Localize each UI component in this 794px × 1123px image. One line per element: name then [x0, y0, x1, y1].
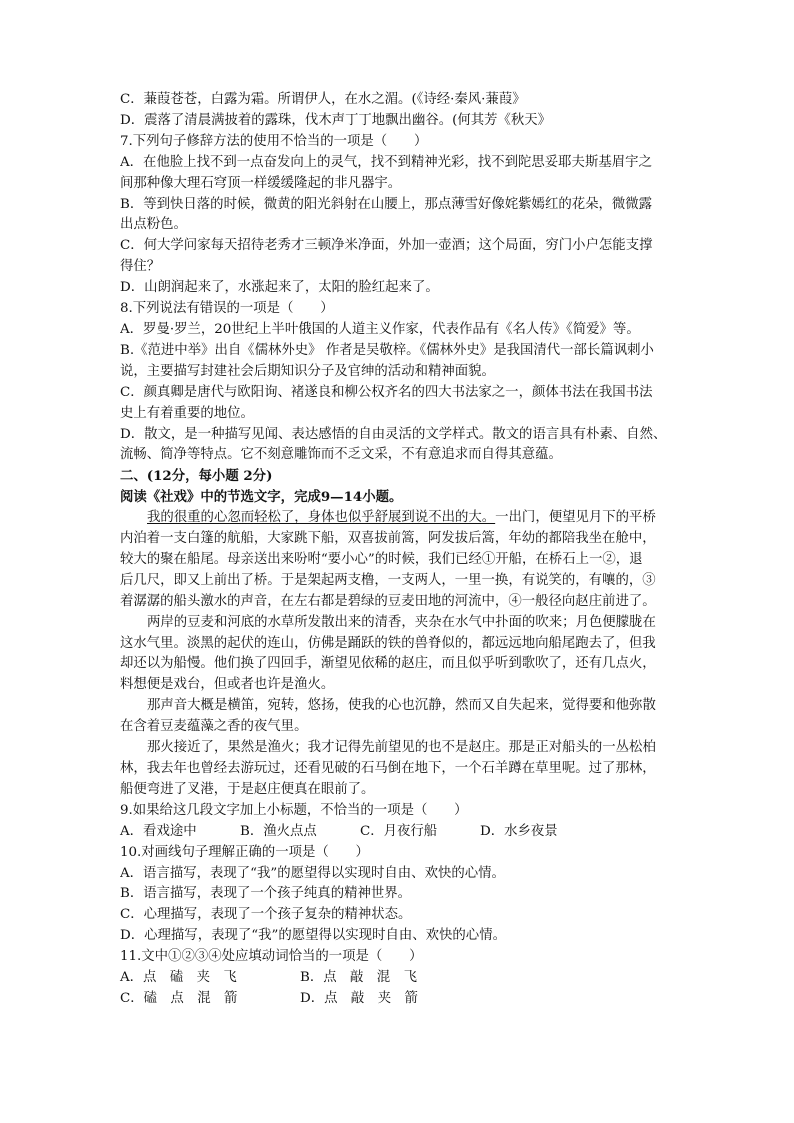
passage-line: 着潺潺的船头激水的声音，在左右都是碧绿的豆麦田地的河流中，④一般径向赵庄前进了。: [120, 593, 656, 609]
reading-passage: [120, 508, 680, 801]
passage-line: 后几尺，即又上前出了桥。于是架起两支橹，一支两人，一里一换，有说笑的，有嚷的，③: [120, 572, 656, 588]
section-heading: 二、(12分，每小题 2分): [120, 468, 273, 485]
option-d: D．点 敲 夹 箭: [300, 990, 418, 1006]
option-line: 说，主要描写封建社会后期知识分子及官绅的活动和精神面貌。: [120, 363, 495, 379]
question-10: [120, 843, 680, 948]
question-6-tail: [120, 90, 680, 132]
option-line: 得住？: [120, 259, 161, 275]
question-7: [120, 132, 680, 299]
option-d: D．水乡夜景: [480, 823, 558, 839]
option-line: B.《范进中举》出自《儒林外史》 作者是吴敬梓。《儒林外史》是我国清代一部长篇讽刺小: [120, 342, 654, 358]
option-a: A．看戏途中: [120, 823, 197, 839]
passage-line: 林，我去年也曾经去游玩过，还看见破的石马倒在地下，一个石羊蹲在草里呢。过了那林，: [120, 761, 656, 776]
option-c: C．蒹葭苍苍，白露为霜。所谓伊人，在水之湄。(《诗经·秦风·蒹葭》: [120, 92, 526, 107]
section-2-header: [120, 466, 680, 508]
underlined-sentence: 我的很重的心忽而轻松了，身体也似乎舒展到说不出的大。: [147, 510, 496, 526]
passage-text: 一出门，便望见月下的平桥: [495, 510, 656, 526]
option-line: 间那种像大理石穹顶一样缓缓隆起的非凡器宇。: [120, 175, 402, 191]
option-b: B．渔火点点: [240, 823, 317, 839]
question-stem: 9.如果给这几段文字加上小标题，不恰当的一项是（ ）: [120, 802, 468, 818]
passage-line: 却还以为船慢。他们换了四回手，渐望见依稀的赵庄，而且似乎听到歌吹了，还有几点火，: [120, 656, 656, 672]
option-a: A．点 磕 夹 飞: [120, 970, 237, 986]
question-8: [120, 299, 680, 466]
option-line: D．山朗润起来了，水涨起来了，太阳的脸红起来了。: [120, 280, 439, 296]
option-c: C．磕 点 混 箭: [120, 990, 238, 1006]
option-a: A．语言描写，表现了“我”的愿望得以实现时自由、欢快的心情。: [120, 865, 505, 881]
option-line: 出点粉色。: [120, 217, 187, 233]
option-d: D．心理描写，表现了“我”的愿望得以实现时自由、欢快的心情。: [120, 928, 506, 944]
question-stem: 7.下列句子修辞方法的使用不恰当的一项是（ ）: [120, 133, 428, 149]
option-line: B．等到快日落的时候，微黄的阳光斜射在山腰上，那点薄雪好像姹紫嫣红的花朵，微微露: [120, 196, 653, 212]
passage-line: 那火接近了，果然是渔火；我才记得先前望见的也不是赵庄。那是正对船头的一丛松柏: [147, 740, 656, 756]
passage-line: 料想便是戏台，但或者也许是渔火。: [120, 677, 335, 693]
passage-line: 两岸的豆麦和河底的水草所发散出来的清香，夹杂在水气中扑面的吹来；月色便朦胧在: [147, 614, 656, 630]
option-d: D．震落了清晨满披着的露珠，伐木声丁丁地飘出幽谷。(何其芳《秋天》: [120, 112, 552, 128]
option-line: 史上有着重要的地位。: [120, 405, 254, 421]
passage-line: 船便弯进了叉港，于是赵庄便真在眼前了。: [120, 781, 375, 797]
question-stem: 11.文中①②③④处应填动词恰当的一项是（ ）: [120, 949, 423, 965]
passage-line: 较大的聚在船尾。母亲送出来吩咐“要小心”的时候，我们已经①开船，在桥石上一②，退: [120, 551, 643, 567]
question-stem: 10.对画线句子理解正确的一项是（ ）: [120, 844, 369, 860]
option-b: B．点 敲 混 飞: [300, 970, 417, 986]
exam-page: [120, 90, 680, 1010]
passage-line: 那声音大概是横笛，宛转，悠扬，使我的心也沉静，然而又自失起来，觉得要和他弥散: [147, 698, 656, 714]
option-line: C．何大学问家每天招待老秀才三顿净米净面，外加一壶酒；这个局面，穷门小户怎能支撑: [120, 238, 653, 254]
option-line: A．罗曼·罗兰，20世纪上半叶俄国的人道主义作家，代表作品有《名人传》《简爱》等。: [120, 321, 640, 337]
option-line: A．在他脸上找不到一点奋发向上的灵气，找不到精神光彩，找不到陀思妥耶夫斯基眉宇之: [120, 154, 652, 170]
question-stem: 8.下列说法有错误的一项是（ ）: [120, 301, 334, 317]
passage-line: 这水气里。淡黑的起伏的连山，仿佛是踊跃的铁的兽脊似的，都远远地向船尾跑去了，但我: [120, 635, 656, 651]
passage-line: 内泊着一支白篷的航船，大家跳下船，双喜拔前篙，阿发拔后篙，年幼的都陪我坐在舱中，: [120, 531, 656, 547]
option-line: D．散文，是一种描写见闻、表达感悟的自由灵活的文学样式。散文的语言具有朴素、自然、: [120, 426, 667, 442]
option-b: B．语言描写，表现了一个孩子纯真的精神世界。: [120, 886, 412, 902]
question-9: [120, 801, 680, 843]
option-line: 流畅、简净等特点。它不刻意雕饰而不乏文采，不有意追求而自得其意蕴。: [120, 447, 562, 463]
options-row: [120, 989, 680, 1010]
options-row: [120, 968, 680, 989]
option-c: C．月夜行船: [360, 823, 438, 839]
option-c: C．心理描写，表现了一个孩子复杂的精神状态。: [120, 907, 412, 923]
passage-paragraph-1-first-line: [120, 508, 680, 529]
reading-instruction: 阅读《社戏》中的节选文字，完成9—14小题。: [120, 489, 403, 506]
options-row: [120, 822, 680, 843]
question-11: [120, 947, 680, 1010]
passage-line: 在含着豆麦蕴藻之香的夜气里。: [120, 719, 308, 735]
option-line: C．颜真卿是唐代与欧阳询、褚遂良和柳公权齐名的四大书法家之一，颜体书法在我国书法: [120, 384, 653, 400]
